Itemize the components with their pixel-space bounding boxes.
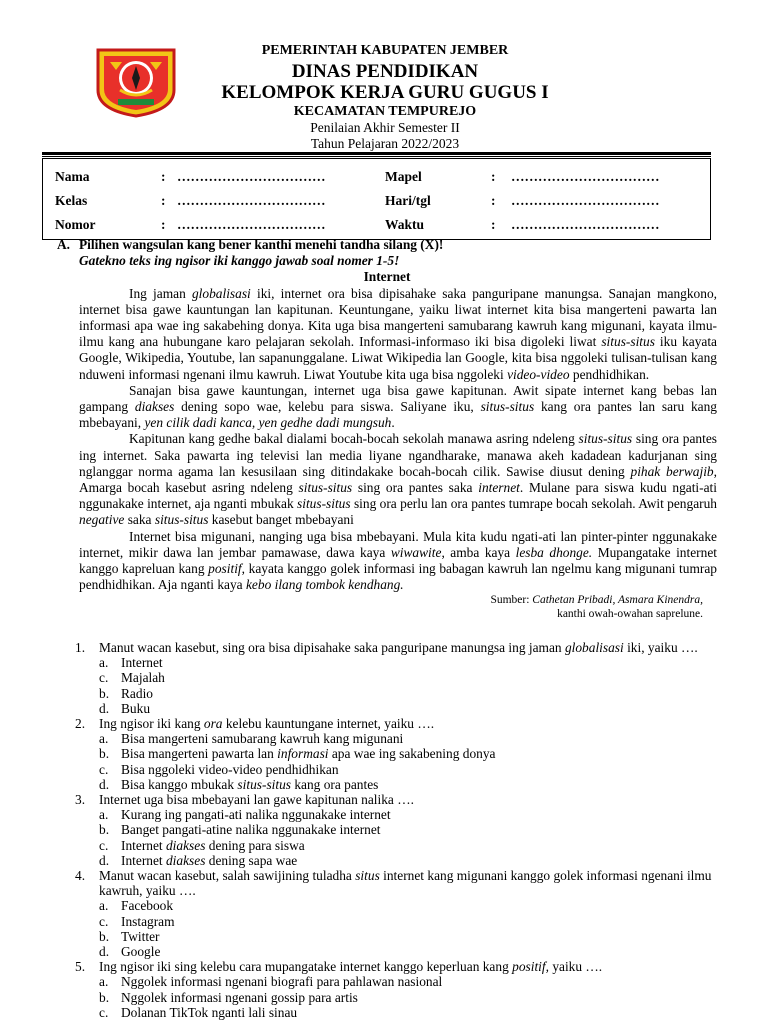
answer-option[interactable] bbox=[99, 686, 475, 701]
option-text bbox=[121, 746, 495, 761]
emblem-jember-icon bbox=[96, 44, 176, 118]
text-run: kang ora pantes lan saru kang mbebayani, bbox=[79, 399, 717, 431]
document-header bbox=[0, 0, 768, 160]
question-item bbox=[75, 959, 715, 1020]
text-run: kasebut banget mbebayani bbox=[208, 512, 354, 528]
source-label: Sumber: bbox=[490, 594, 533, 607]
text-run: Mupangatake internet kanggo kapreluan kang bbox=[79, 544, 717, 577]
date-field[interactable]: …………………………… bbox=[511, 193, 660, 208]
colon: : bbox=[161, 193, 166, 208]
option-text bbox=[121, 701, 150, 716]
question-number: 1. bbox=[75, 640, 86, 655]
text-run: Bisa kanggo mbukak bbox=[121, 776, 238, 792]
text-run: Ing ngisor iki sing kelebu cara mupangatake internet kanggo keperluan kang bbox=[99, 959, 513, 975]
option-text bbox=[121, 853, 297, 868]
text-run: Banget pangati-atine nalika nggunakake internet bbox=[121, 822, 381, 838]
option-text bbox=[121, 914, 175, 929]
class-field[interactable]: …………………………… bbox=[177, 193, 326, 208]
option-letter: c. bbox=[99, 761, 109, 777]
answer-options bbox=[75, 974, 715, 1020]
answer-option[interactable] bbox=[99, 655, 475, 670]
text-run: , amba kaya bbox=[441, 544, 516, 560]
answer-option[interactable] bbox=[99, 944, 361, 959]
option-text bbox=[121, 655, 163, 670]
paragraph bbox=[57, 383, 717, 432]
option-text bbox=[121, 686, 153, 701]
answer-option[interactable] bbox=[99, 807, 715, 822]
question-list bbox=[75, 640, 715, 1020]
text-run: Ing jaman bbox=[129, 285, 192, 301]
name-label: Nama bbox=[55, 169, 90, 184]
option-letter: c. bbox=[99, 670, 109, 686]
italic-term: situs-situs bbox=[480, 399, 535, 415]
text-run: Internet bbox=[121, 837, 166, 853]
answer-option[interactable] bbox=[99, 731, 715, 746]
option-letter: c. bbox=[99, 1004, 109, 1020]
text-run: Instagram bbox=[121, 913, 175, 929]
text-run: Manut wacan kasebut, salah sawijining tuladha bbox=[99, 868, 356, 884]
name-field[interactable]: …………………………… bbox=[177, 169, 326, 184]
option-letter: d. bbox=[99, 700, 110, 716]
answer-option[interactable] bbox=[99, 822, 715, 837]
italic-term: internet bbox=[478, 480, 520, 496]
italic-term: diakses bbox=[165, 837, 206, 853]
text-run: Sanajan bisa gawe kauntungan, internet uga bisa gawe kapitunan. Awit sipate internet kang bebas lan gampang bbox=[79, 382, 717, 415]
italic-term: globalisasi bbox=[564, 640, 624, 655]
option-letter: c. bbox=[99, 837, 109, 853]
option-letter: d. bbox=[99, 852, 110, 868]
text-run: apa wae ing sakabening donya bbox=[328, 746, 496, 762]
option-letter: a. bbox=[99, 974, 109, 990]
text-run: sing ora perlu lan ora pantes tumrape bocah sekolah. Awit pengaruh bbox=[350, 496, 717, 512]
header-group: KELOMPOK KERJA GURU GUGUS I bbox=[221, 82, 549, 103]
text-run: sing ora pantes ing internet. Saka pawarta ing televisi lan media liyane ngandharake, manawa akeh kadadean kadurjanan sing nglanggar norma agama lan kesusilaan sing ditindakake bocah-bocah cilik. Sawise diusut dening bbox=[79, 431, 718, 479]
option-text bbox=[121, 777, 378, 792]
header-exam: Penilaian Akhir Semester II bbox=[310, 120, 460, 135]
option-text bbox=[121, 974, 442, 989]
italic-term: lesba dhonge. bbox=[515, 544, 593, 560]
colon: : bbox=[161, 169, 166, 184]
answer-option[interactable] bbox=[99, 914, 361, 929]
text-run: Ing ngisor iki kang bbox=[99, 716, 204, 732]
option-text bbox=[121, 807, 391, 822]
source-authors: Cathetan Pribadi, Asmara Kinendra, bbox=[532, 594, 703, 607]
paragraph bbox=[57, 431, 717, 528]
question-item bbox=[75, 716, 715, 792]
subject-label: Mapel bbox=[385, 169, 422, 184]
text-run: . Mulane para siswa kudu ngati-ati nggunakake internet, aja nganti mbukak bbox=[79, 480, 717, 512]
option-letter: a. bbox=[99, 731, 109, 747]
class-label: Kelas bbox=[55, 193, 88, 208]
question-number: 2. bbox=[75, 716, 86, 732]
question-number: 5. bbox=[75, 959, 86, 975]
italic-term: diakses bbox=[165, 852, 206, 868]
answer-option[interactable] bbox=[99, 990, 715, 1005]
text-run: Twitter bbox=[121, 928, 160, 944]
header-divider-thick bbox=[42, 152, 711, 155]
option-text bbox=[121, 762, 339, 777]
passage-title: Internet bbox=[363, 269, 411, 285]
time-field[interactable]: …………………………… bbox=[511, 217, 660, 232]
option-text bbox=[121, 670, 165, 685]
text-run: Internet uga bisa mbebayani lan gawe kapitunan nalika …. bbox=[99, 792, 414, 808]
question-item bbox=[75, 792, 715, 868]
option-letter: c. bbox=[99, 913, 109, 929]
colon: : bbox=[491, 217, 496, 232]
text-run: Radio bbox=[121, 685, 153, 701]
number-label: Nomor bbox=[55, 217, 96, 232]
colon: : bbox=[491, 193, 496, 208]
italic-term: situs-situs bbox=[601, 334, 655, 350]
italic-term: situs-situs bbox=[578, 431, 633, 447]
date-label: Hari/tgl bbox=[385, 193, 431, 208]
question-stem bbox=[75, 792, 715, 807]
italic-term: video-video bbox=[507, 366, 570, 382]
option-text bbox=[121, 731, 403, 746]
answer-options bbox=[75, 898, 715, 959]
question-item bbox=[75, 868, 715, 959]
answer-option[interactable] bbox=[99, 838, 715, 853]
option-text bbox=[121, 990, 358, 1005]
text-run: Nggolek informasi ngenani biografi para pahlawan nasional bbox=[121, 974, 443, 990]
text-run: , Amarga bocah kasebut asring ndeleng bbox=[79, 463, 717, 496]
identity-row bbox=[43, 193, 710, 217]
option-text bbox=[121, 822, 381, 837]
text-run: Bisa nggoleki video-video pendhidhikan bbox=[121, 761, 339, 777]
text-run: sing ora pantes saka bbox=[352, 480, 479, 496]
identity-row bbox=[43, 169, 710, 193]
option-letter: d. bbox=[99, 776, 110, 792]
subject-field[interactable]: …………………………… bbox=[511, 169, 660, 184]
italic-term: situs bbox=[355, 868, 380, 884]
option-letter: b. bbox=[99, 822, 110, 838]
answer-option[interactable] bbox=[99, 1005, 715, 1020]
text-run: kelebu kauntungane internet, yaiku …. bbox=[222, 716, 435, 732]
answer-option[interactable] bbox=[99, 701, 361, 716]
source-note: kanthi owah-owahan saprelune. bbox=[557, 608, 703, 621]
colon: : bbox=[161, 217, 166, 232]
italic-term: ora bbox=[203, 716, 223, 732]
text-run: . bbox=[391, 415, 395, 431]
header-department: DINAS PENDIDIKAN bbox=[291, 61, 479, 82]
question-item bbox=[75, 640, 715, 716]
option-letter: a. bbox=[99, 898, 109, 914]
text-run: iki, yaiku …. bbox=[623, 640, 698, 655]
time-label: Waktu bbox=[385, 217, 425, 232]
paragraph bbox=[57, 529, 717, 594]
header-year: Tahun Pelajaran 2022/2023 bbox=[310, 135, 460, 151]
question-number: 4. bbox=[75, 868, 86, 884]
question-text bbox=[99, 868, 712, 898]
answer-option[interactable] bbox=[99, 898, 475, 913]
answer-options bbox=[75, 807, 715, 868]
italic-term: wiwawite bbox=[390, 544, 442, 560]
header-divider-thin bbox=[42, 156, 711, 157]
option-text bbox=[121, 898, 173, 913]
answer-options bbox=[75, 731, 715, 792]
section-heading bbox=[57, 237, 717, 253]
text-run: , kayata kanggo golek informasi ing babagan kawruh lan ngelmu kang migunani tumrap pendhidhikan. Aja nganti kaya bbox=[79, 561, 717, 593]
option-letter: a. bbox=[99, 807, 109, 823]
text-run: Internet bisa migunani, nanging uga bisa mbebayani. Mula kita kudu ngati-ati lan pinter-pinter nggunakake internet, mikir dawa lan jembar pamawase, dawa kaya bbox=[79, 528, 717, 560]
number-field[interactable]: …………………………… bbox=[177, 217, 326, 232]
italic-term: yen cilik dadi kanca, yen gedhe dadi mungsuh bbox=[144, 415, 392, 431]
reading-section bbox=[57, 237, 717, 621]
italic-term: kebo ilang tombok kendhang. bbox=[245, 577, 404, 593]
text-run: internet kang migunani kanggo golek informasi ngenani ilmu kawruh, yaiku …. bbox=[99, 868, 712, 899]
text-run: kang ora pantes bbox=[291, 776, 379, 792]
italic-term: pihak berwajib bbox=[630, 463, 714, 479]
text-run: dening sapa wae bbox=[205, 852, 298, 868]
text-run: Dolanan TikTok nganti lali sinau bbox=[121, 1004, 298, 1020]
text-run: dening para siswa bbox=[205, 837, 305, 853]
text-run: saka bbox=[124, 512, 155, 528]
answer-option[interactable] bbox=[99, 929, 475, 944]
text-run: dening sopo wae, kelebu para siswa. Saliyane iku, bbox=[174, 399, 481, 415]
option-text bbox=[121, 944, 160, 959]
text-run: Facebook bbox=[121, 898, 174, 914]
answer-option[interactable] bbox=[99, 670, 361, 685]
option-letter: b. bbox=[99, 685, 110, 701]
italic-term: positif, bbox=[512, 959, 549, 975]
option-text bbox=[121, 929, 159, 944]
question-stem bbox=[75, 868, 715, 898]
option-letter: b. bbox=[99, 746, 110, 762]
answer-option[interactable] bbox=[99, 777, 715, 792]
italic-term: informasi bbox=[277, 746, 329, 762]
answer-option[interactable] bbox=[99, 762, 715, 777]
text-instruction: Gatekno teks ing ngisor iki kanggo jawab soal nomer 1-5! bbox=[79, 253, 400, 269]
option-letter: a. bbox=[99, 655, 109, 671]
text-run: pendhidhikan. bbox=[569, 366, 650, 382]
text-run: yaiku …. bbox=[548, 959, 603, 975]
text-run: Buku bbox=[121, 700, 151, 716]
italic-term: positif bbox=[208, 561, 242, 577]
text-run: Bisa mangerteni samubarang kawruh kang migunani bbox=[121, 731, 404, 747]
text-run: Google bbox=[121, 944, 161, 960]
text-run: Kurang ing pangati-ati nalika nggunakake internet bbox=[121, 807, 391, 823]
option-letter: d. bbox=[99, 944, 110, 960]
text-run: Internet bbox=[121, 655, 163, 671]
italic-term: situs-situs bbox=[298, 480, 353, 496]
question-stem bbox=[75, 640, 715, 655]
text-run: Majalah bbox=[121, 670, 165, 686]
italic-term: globalisasi bbox=[191, 285, 251, 301]
text-run: Kapitunan kang gedhe bakal dialami bocah-bocah sekolah manawa asring ndeleng bbox=[129, 431, 579, 447]
text-run: Internet bbox=[121, 852, 166, 868]
option-letter: b. bbox=[99, 928, 110, 944]
section-instruction: Pilihen wangsulan kang bener kanthi menehi tandha silang (X)! bbox=[79, 237, 444, 252]
answer-option[interactable] bbox=[99, 974, 715, 989]
italic-term: situs-situs bbox=[297, 496, 351, 512]
italic-term: negative bbox=[79, 512, 125, 528]
identity-box bbox=[42, 158, 711, 240]
text-run: iki, internet ora bisa dipisahake saka panguripane manungsa. Sanajan mangkono, internet bisa gawe kauntungan lan kapitunan. Keuntungane, yaiku liwat internet kita bisa mangerteni pawarta lan informasi apa wae ing sakabehing donya. Kita uga bisa mangerteni samubarang kawruh kang migunani, kayata ilmu-ilmu kang ana hubungane karo pelajaran sekolah. Informasi-informaso iki bisa digoleki liwat bbox=[79, 285, 717, 350]
italic-term: diakses bbox=[134, 399, 175, 415]
question-text bbox=[99, 792, 414, 807]
question-stem bbox=[75, 959, 715, 974]
answer-option[interactable] bbox=[99, 746, 715, 761]
question-number: 3. bbox=[75, 792, 86, 808]
text-run: iku kayata Google, Wikipedia, Youtube, lan sapanunggalane. Liwat Wikipedia lan Google, kita bisa nggoleki tulisan-tulisan kang nduweni informasi ngenani ilmu kawruh. Liwat Youtube kita uga bisa nggoleki bbox=[79, 334, 717, 382]
question-stem bbox=[75, 716, 715, 731]
option-text bbox=[121, 838, 305, 853]
question-text bbox=[99, 640, 698, 655]
text-run: Manut wacan kasebut, sing ora bisa dipisahake saka panguripane manungsa ing jaman bbox=[99, 640, 565, 655]
question-text bbox=[99, 716, 434, 731]
text-run: Nggolek informasi ngenani gossip para artis bbox=[121, 989, 358, 1005]
italic-term: situs-situs bbox=[237, 776, 291, 792]
text-run: Bisa mangerteni pawarta lan bbox=[121, 746, 278, 762]
option-letter: b. bbox=[99, 989, 110, 1005]
italic-term: situs-situs bbox=[154, 512, 209, 528]
section-letter: A. bbox=[57, 237, 71, 252]
header-government: PEMERINTAH KABUPATEN JEMBER bbox=[261, 43, 509, 58]
paragraph bbox=[57, 286, 717, 383]
question-text bbox=[99, 959, 602, 974]
answer-options bbox=[75, 655, 715, 716]
colon: : bbox=[491, 169, 496, 184]
header-district: KECAMATAN TEMPUREJO bbox=[293, 104, 477, 119]
source-citation bbox=[57, 593, 717, 621]
answer-option[interactable] bbox=[99, 853, 715, 868]
option-text bbox=[121, 1005, 297, 1020]
